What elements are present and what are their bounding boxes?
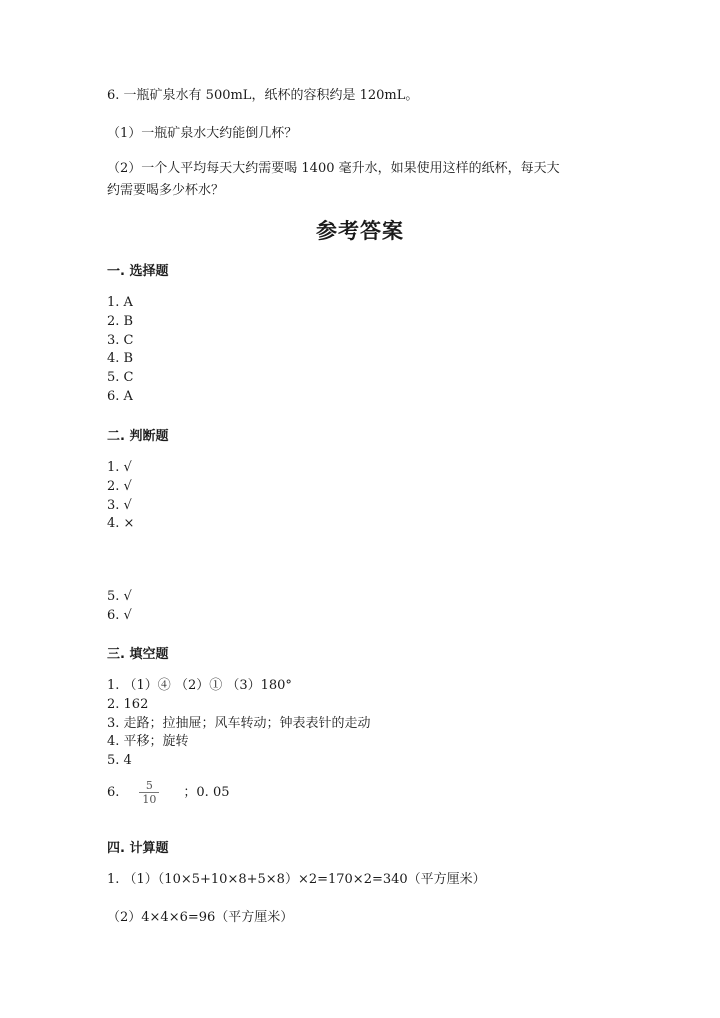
list-item: 2. 162	[107, 696, 149, 712]
list-item: 4. 平移；旋转	[107, 734, 189, 750]
list-item: 3. 走路；拉抽屉；风车转动；钟表表针的走动	[107, 715, 371, 731]
list-item: 5. C	[107, 370, 134, 386]
section-heading-judge: 二. 判断题	[107, 429, 169, 444]
question-stem: 6. 一瓶矿泉水有 500mL，纸杯的容积约是 120mL。	[107, 88, 419, 103]
answers-title: 参考答案	[316, 218, 404, 243]
list-item: 5. √	[107, 589, 132, 604]
question-sub2-line2: 约需要喝多少杯水？	[107, 183, 225, 198]
question-sub2-line1: （2）一个人平均每天大约需要喝 1400 毫升水，如果使用这样的纸杯，每天大	[107, 161, 560, 176]
judge-answer-list-a	[107, 459, 134, 534]
judge-answer-list-b	[107, 588, 132, 626]
fraction-numerator: 5	[139, 779, 159, 793]
list-item: 4. ×	[107, 516, 135, 532]
fill-answer-list	[107, 677, 371, 771]
list-item: 5. 4	[107, 753, 132, 769]
section-heading-choice: 一. 选择题	[107, 264, 169, 279]
fill-item-6-suffix: ；0. 05	[183, 785, 230, 800]
list-item: 4. B	[107, 351, 134, 367]
list-item: 3. C	[107, 332, 134, 348]
list-item: 1. √	[107, 460, 132, 475]
fraction-denominator: 10	[142, 793, 157, 806]
fraction	[139, 779, 159, 806]
choice-answer-list	[107, 294, 133, 407]
list-item: 1. A	[107, 295, 133, 310]
fill-item-6-prefix: 6.	[107, 785, 120, 800]
list-item: 6. √	[107, 607, 132, 623]
section-heading-fill: 三. 填空题	[107, 647, 169, 662]
calc-line-2: （2）4×4×6=96（平方厘米）	[107, 910, 294, 925]
list-item: 2. √	[107, 478, 132, 494]
question-sub1: （1）一瓶矿泉水大约能倒几杯？	[107, 126, 298, 141]
list-item: 6. A	[107, 388, 133, 404]
list-item: 2. B	[107, 313, 134, 329]
list-item: 3. √	[107, 497, 132, 513]
calc-line-1: 1. （1）（10×5+10×8+5×8）×2=170×2=340（平方厘米）	[107, 872, 486, 887]
section-heading-calc: 四. 计算题	[107, 841, 169, 856]
fill-item-6	[107, 778, 229, 808]
list-item: 1. （1）④ （2）① （3）180°	[107, 678, 292, 693]
